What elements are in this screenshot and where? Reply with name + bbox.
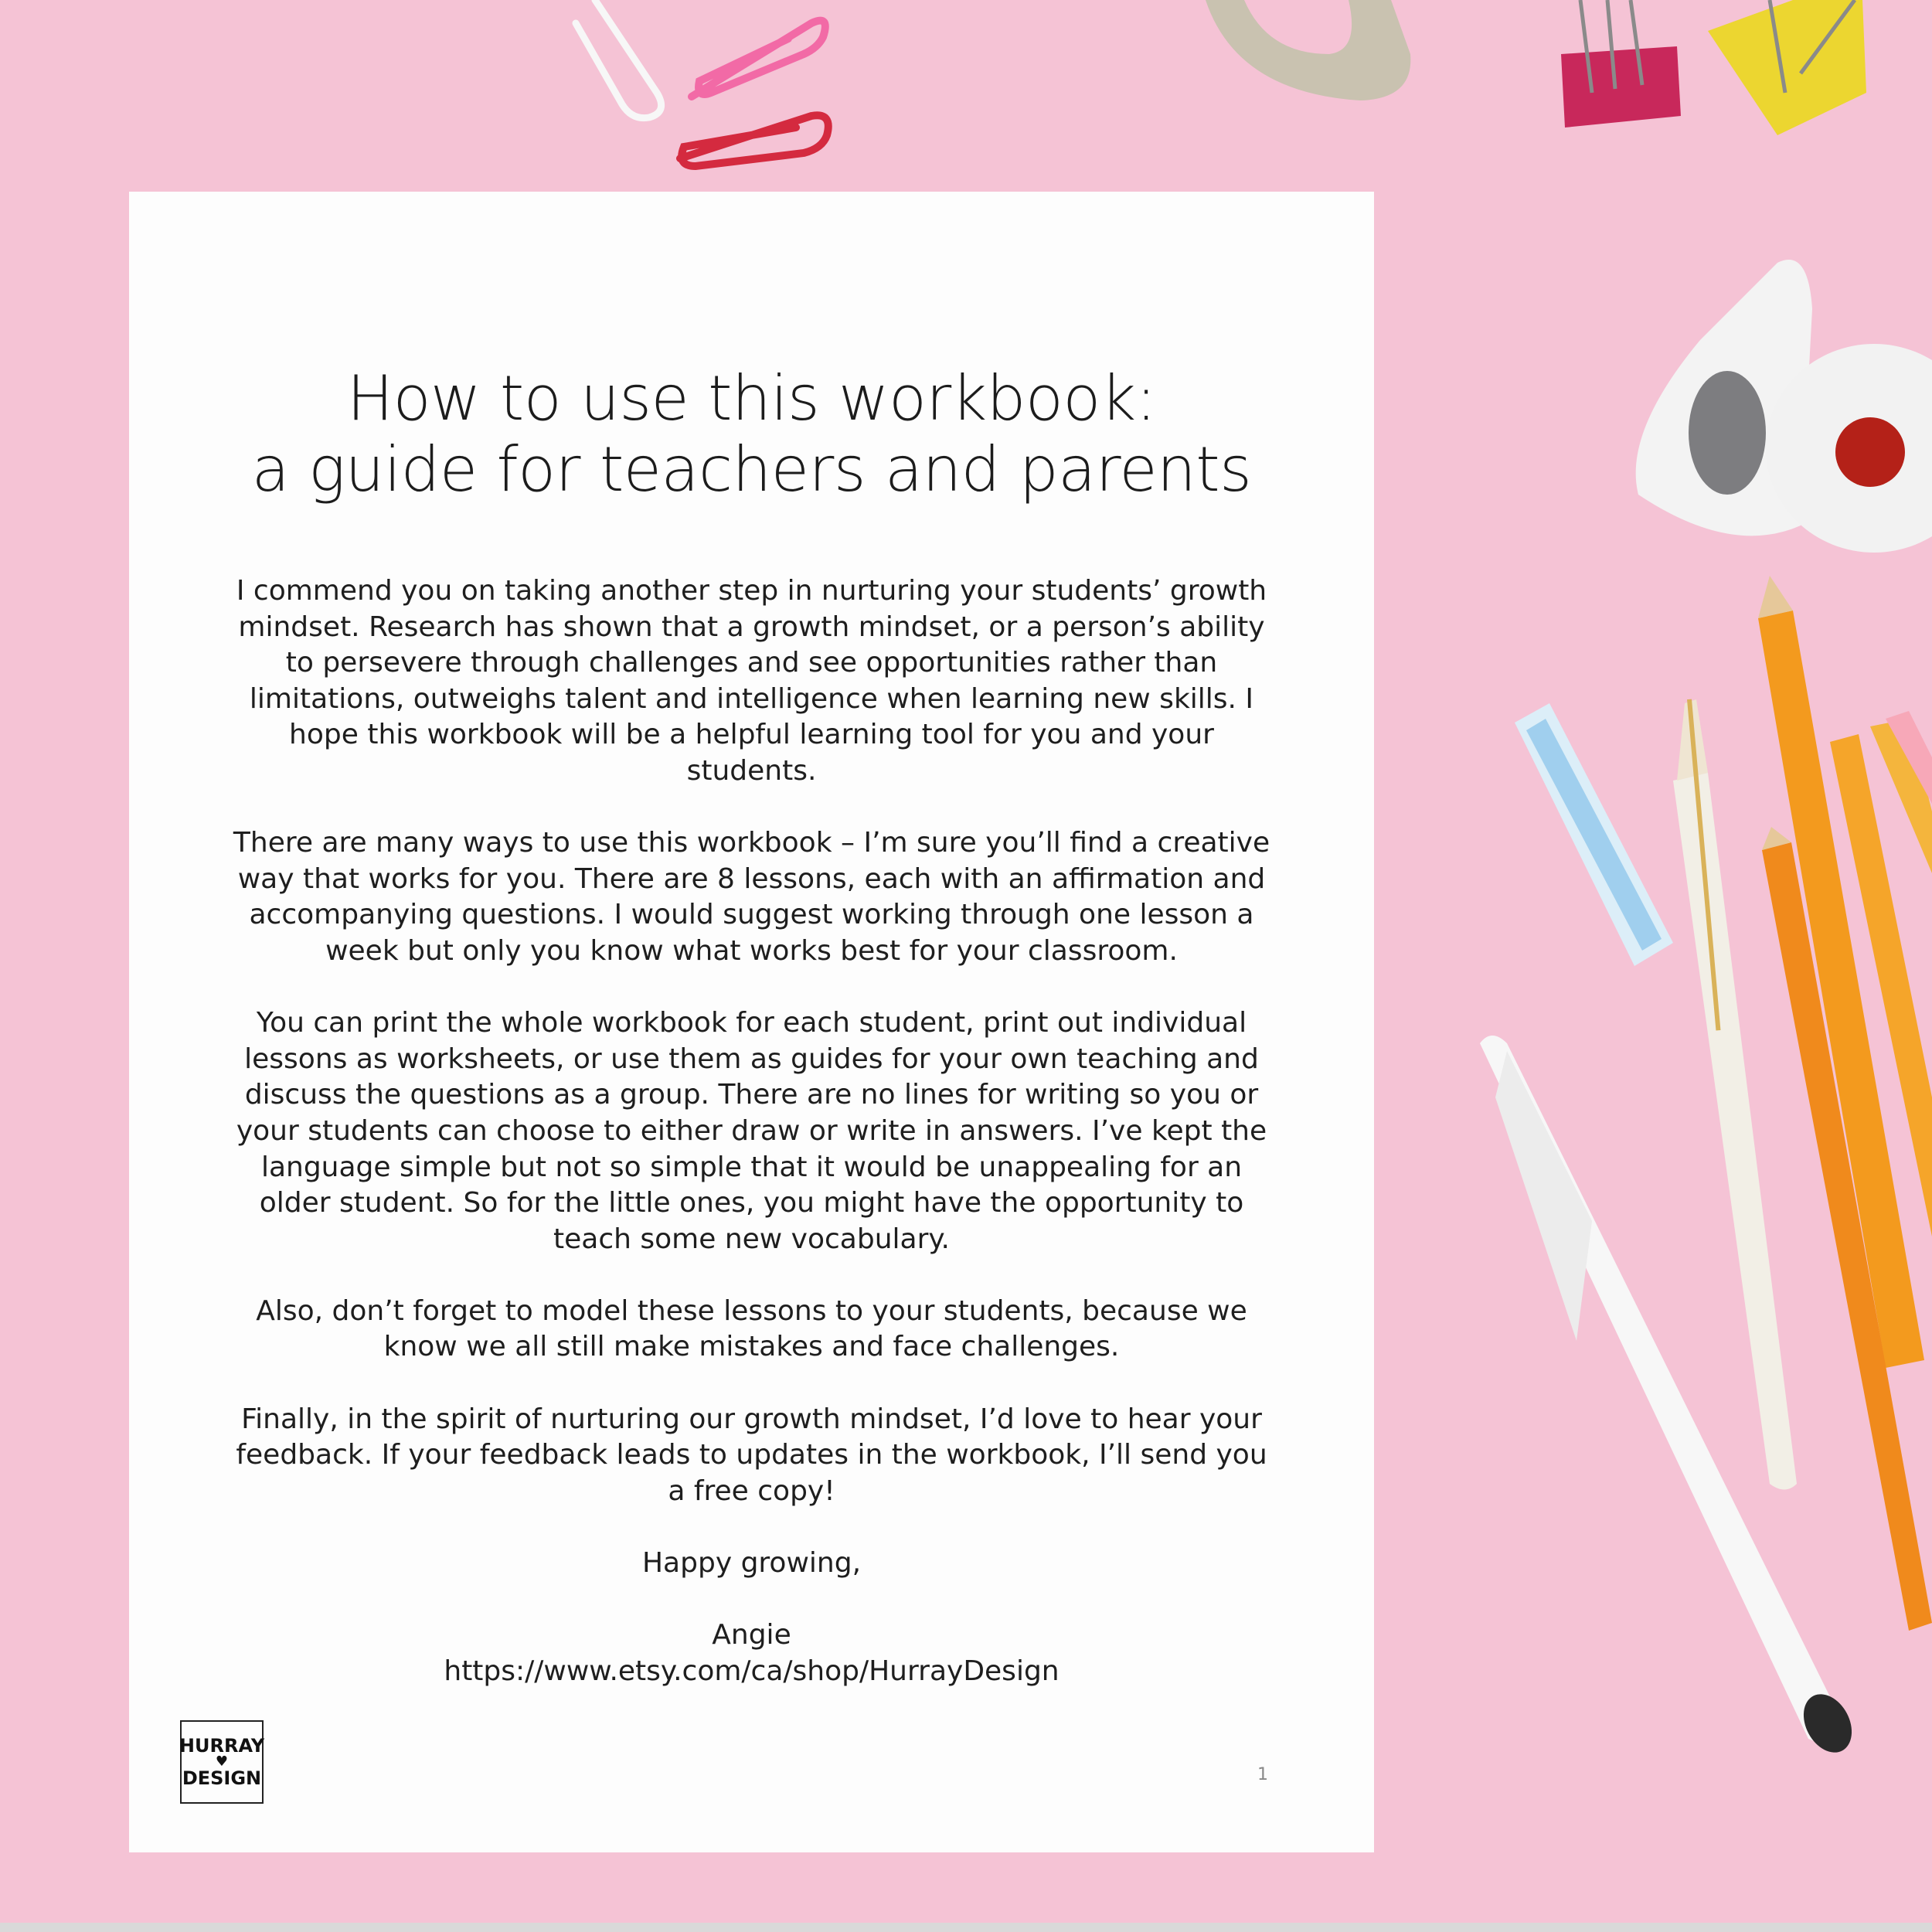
paragraph-model: Also, don’t forget to model these lessons to your students, because we know we all still make mistakes and face challenges. <box>256 1294 1247 1363</box>
felt-pen-icon <box>1480 1036 1862 1760</box>
paragraph-printing: You can print the whole workbook for each student, print out individual lessons as worksheets, or use them as guides for your own teaching and discuss the questions as a group. There are no lines for writing so you or your students can choose to either draw or write in answers. I’ve kept the language simple but not so simple that it would be unappealing for an older student. So for the little ones, you might have the opportunity to teach some new vocabulary. <box>236 1007 1267 1255</box>
paragraph-feedback: Finally, in the spirit of nurturing our growth mindset, I’d love to hear your feedback. If your feedback leads to updates in the workbook, I’ll send you a free copy! <box>236 1403 1267 1507</box>
paperclip-icon <box>576 0 828 166</box>
title-line-2: a guide for teachers and parents <box>251 434 1252 505</box>
page-body <box>230 573 1274 1689</box>
hurray-design-logo <box>180 1720 264 1804</box>
closing-line: Happy growing, <box>641 1547 862 1580</box>
paragraph-ways: There are many ways to use this workbook – I’m sure you’ll find a creative way that works for you. There are 8 lessons, each with an affirmation and accompanying questions. I would suggest working through one lesson a week but only you know what works best for your classroom. <box>233 827 1270 967</box>
paragraph-intro: I commend you on taking another step in nurturing your students’ growth mindset. Research has shown that a growth mindset, or a person’s ability to persevere through challenges and see opportunities rather than limitations, outweighs talent and intelligence when learning new skills. I hope this workbook will be a helpful learning tool for you and your students. <box>236 575 1267 787</box>
workbook-page <box>129 192 1374 1852</box>
logo-line-2: DESIGN <box>182 1767 262 1789</box>
shop-url: https://www.etsy.com/ca/shop/HurrayDesign <box>444 1655 1060 1687</box>
page-number: 1 <box>1257 1765 1268 1784</box>
tape-dispenser-icon <box>1206 0 1410 100</box>
page-title <box>129 363 1374 505</box>
eraser-icon <box>1636 260 1932 553</box>
title-line-1: How to use this workbook: <box>346 362 1157 434</box>
binder-clip-icon <box>1561 0 1866 135</box>
signature: Angie <box>712 1619 791 1651</box>
pen-icon <box>1673 699 1797 1490</box>
eraser-stick-icon <box>1515 703 1673 966</box>
logo-line-1: HURRAY <box>179 1735 265 1757</box>
heart-icon: ♥ <box>215 1753 229 1770</box>
bottom-strip <box>0 1923 1932 1932</box>
